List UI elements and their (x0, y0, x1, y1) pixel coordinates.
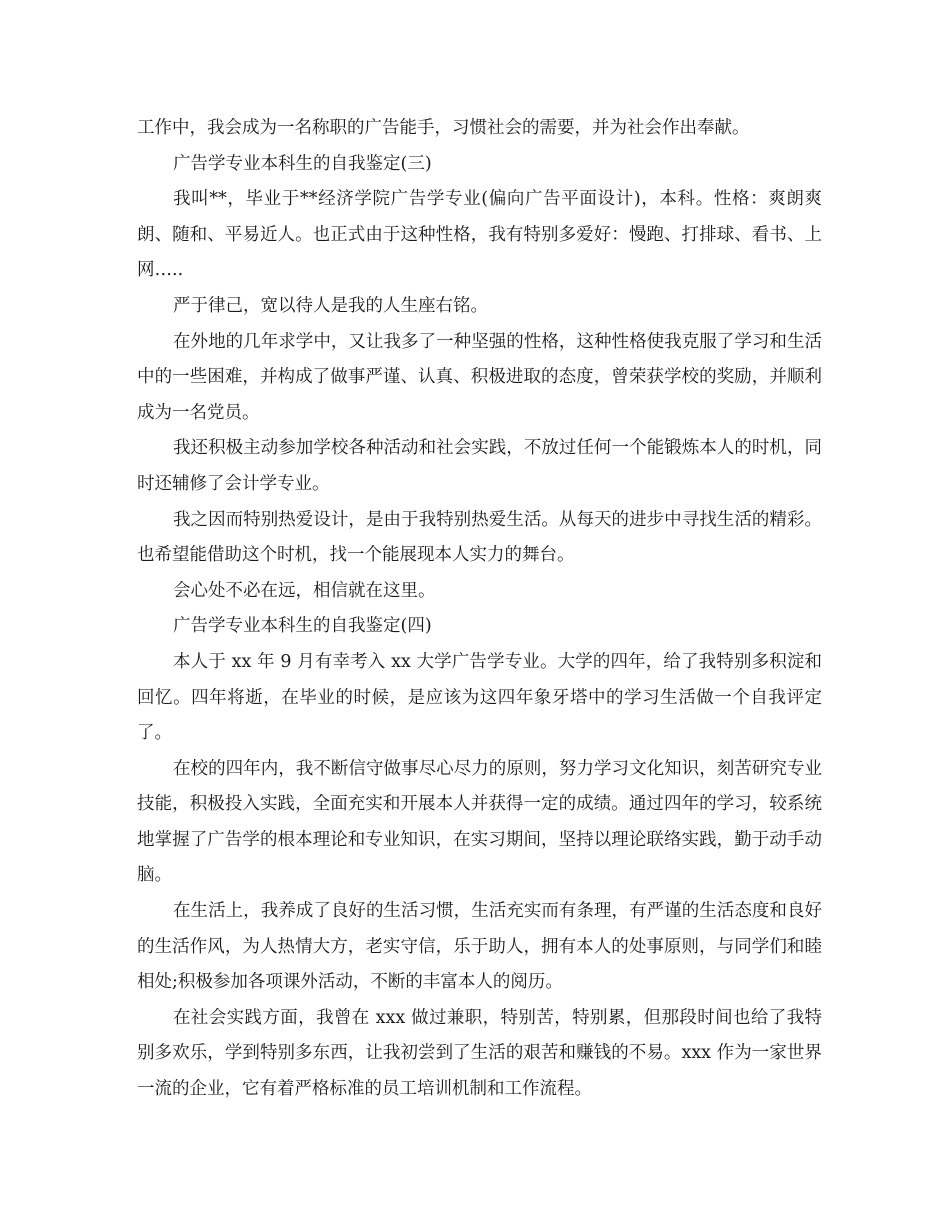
paragraph-character: 在外地的几年求学中，又让我多了一种坚强的性格，这种性格使我克服了学习和生活中的一些困难，并构成了做事严谨、认真、积极进取的态度，曾荣获学校的奖励，并顺利成为一名党员。 (137, 331, 822, 423)
paragraph-design-passion: 我之因而特别热爱设计，是由于我特别热爱生活。从每天的进步中寻找生活的精彩。也希望能借助这个时机，找一个能展现本人实力的舞台。 (137, 509, 822, 566)
paragraph-motto: 严于律己，宽以待人是我的人生座右铭。 (173, 295, 488, 316)
paragraph-activities: 我还积极主动参加学校各种活动和社会实践，不放过任何一个能锻炼本人的时机，同时还辅修了会计学专业。 (137, 438, 822, 494)
section-heading-four: 广告学专业本科生的自我鉴定(四) (173, 616, 432, 637)
paragraph-social-practice: 在社会实践方面，我曾在 xxx 做过兼职，特别苦，特别累，但那段时间也给了我特别多欢乐，学到特别多东西，让我初尝到了生活的艰苦和赚钱的不易。xxx 作为一家世界一流的企业，它有着严格标准的员工培训机制和工作流程。 (137, 1007, 822, 1100)
paragraph-closing-line: 工作中，我会成为一名称职的广告能手，习惯社会的需要，并为社会作出奉献。 (137, 118, 750, 138)
paragraph-closing-motto: 会心处不必在远，相信就在这里。 (173, 580, 436, 601)
document-body (137, 111, 822, 1108)
paragraph-study: 在校的四年内，我不断信守做事尽心尽力的原则，努力学习文化知识，刻苦研究专业技能，积极投入实践，全面充实和开展本人并获得一定的成绩。通过四年的学习，较系统地掌握了广告学的根本理论和专业知识，在实习期间，坚持以理论联络实践，勤于动手动脑。 (137, 758, 822, 886)
paragraph-admission: 本人于 xx 年 9 月有幸考入 xx 大学广告学专业。大学的四年，给了我特别多积淀和回忆。四年将逝，在毕业的时候，是应该为这四年象牙塔中的学习生活做一个自我评定了。 (137, 651, 822, 744)
paragraph-introduction: 我叫**，毕业于**经济学院广告学专业(偏向广告平面设计)，本科。性格：爽朗爽朗、随和、平易近人。也正式由于这种性格，我有特别多爱好：慢跑、打排球、看书、上网….. (137, 189, 822, 281)
paragraph-life: 在生活上，我养成了良好的生活习惯，生活充实而有条理，有严谨的生活态度和良好的生活作风，为人热情大方，老实守信，乐于助人，拥有本人的处事原则，与同学们和睦相处;积极参加各项课外活动，不断的丰富本人的阅历。 (137, 901, 822, 993)
section-heading-three: 广告学专业本科生的自我鉴定(三) (173, 153, 432, 174)
